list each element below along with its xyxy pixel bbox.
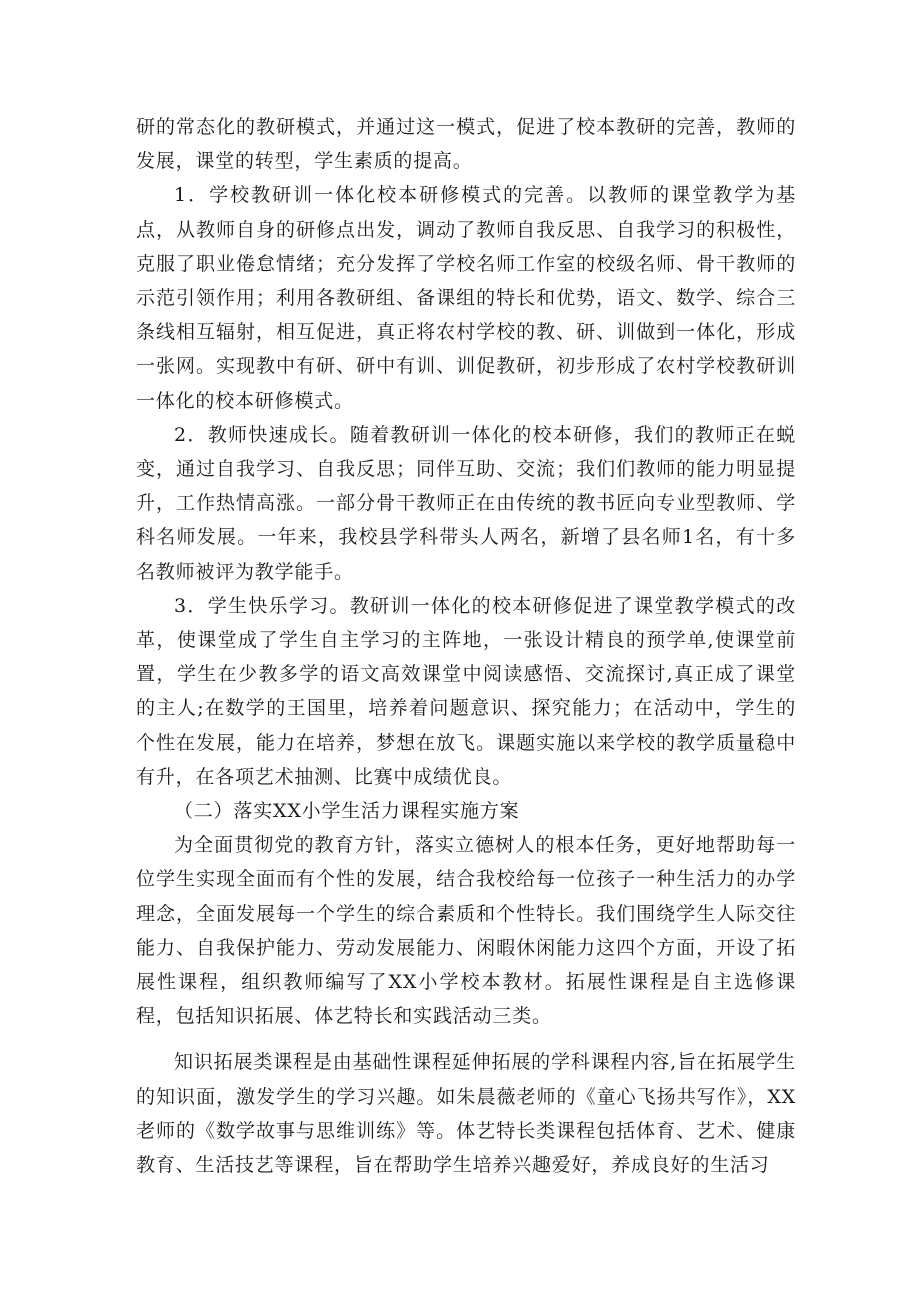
paragraph-item-3: 3．学生快乐学习。教研训一体化的校本研修促进了课堂教学模式的改革，使课堂成了学生自主学习的主阵地，一张设计精良的预学单,使课堂前置，学生在少教多学的语文高效课堂中阅读感悟、交流探讨,真正成了课堂的主人;在数学的王国里，培养着问题意识、探究能力；在活动中，学生的个性在发展，能力在培养，梦想在放飞。课题实施以来学校的教学质量稳中有升，在各项艺术抽测、比赛中成绩优良。 (136, 594, 796, 788)
paragraph-knowledge-courses: 知识拓展类课程是由基础性课程延伸拓展的学科课程内容,旨在拓展学生的知识面，激发学生的学习兴趣。如朱晨薇老师的《童心飞扬共写作》，XX老师的《数学故事与思维训练》等。体艺特长类课程包括体育、艺术、健康教育、生活技艺等课程，旨在帮助学生培养兴趣爱好，养成良好的生活习 (136, 1051, 796, 1177)
document-body (136, 110, 796, 1182)
section-heading: （二）落实XX小学生活力课程实施方案 (174, 800, 520, 823)
paragraph-item-2: 2．教师快速成长。随着教研训一体化的校本研修，我们的教师正在蜕变，通过自我学习、自我反思；同伴互助、交流；我们们教师的能力明显提升，工作热情高涨。一部分骨干教师正在由传统的教书匠向专业型教师、学科名师发展。一年来，我校县学科带头人两名，新增了县名师1名，有十多名教师被评为教学能手。 (136, 423, 796, 583)
paragraph-intro: 为全面贯彻党的教育方针，落实立德树人的根本任务，更好地帮助每一位学生实现全面而有个性的发展，结合我校给每一位孩子一种生活力的办学理念，全面发展每一个学生的综合素质和个性特长。我们围绕学生人际交往能力、自我保护能力、劳动发展能力、闲暇休闲能力这四个方面，开设了拓展性课程，组织教师编写了XX小学校本教材。拓展性课程是自主选修课程，包括知识拓展、体艺特长和实践活动三类。 (136, 834, 796, 1028)
paragraph-continuation: 研的常态化的教研模式，并通过这一模式，促进了校本教研的完善，教师的发展，课堂的转型，学生素质的提高。 (136, 116, 796, 173)
paragraph-item-1: 1．学校教研训一体化校本研修模式的完善。以教师的课堂教学为基点，从教师自身的研修点出发，调动了教师自我反思、自我学习的积极性，克服了职业倦怠情绪；充分发挥了学校名师工作室的校级名师、骨干教师的示范引领作用；利用各教研组、备课组的特长和优势，语文、数学、综合三条线相互辐射，相互促进，真正将农村学校的教、研、训做到一体化，形成一张网。实现教中有研、研中有训、训促教研，初步形成了农村学校教研训一体化的校本研修模式。 (136, 184, 796, 412)
